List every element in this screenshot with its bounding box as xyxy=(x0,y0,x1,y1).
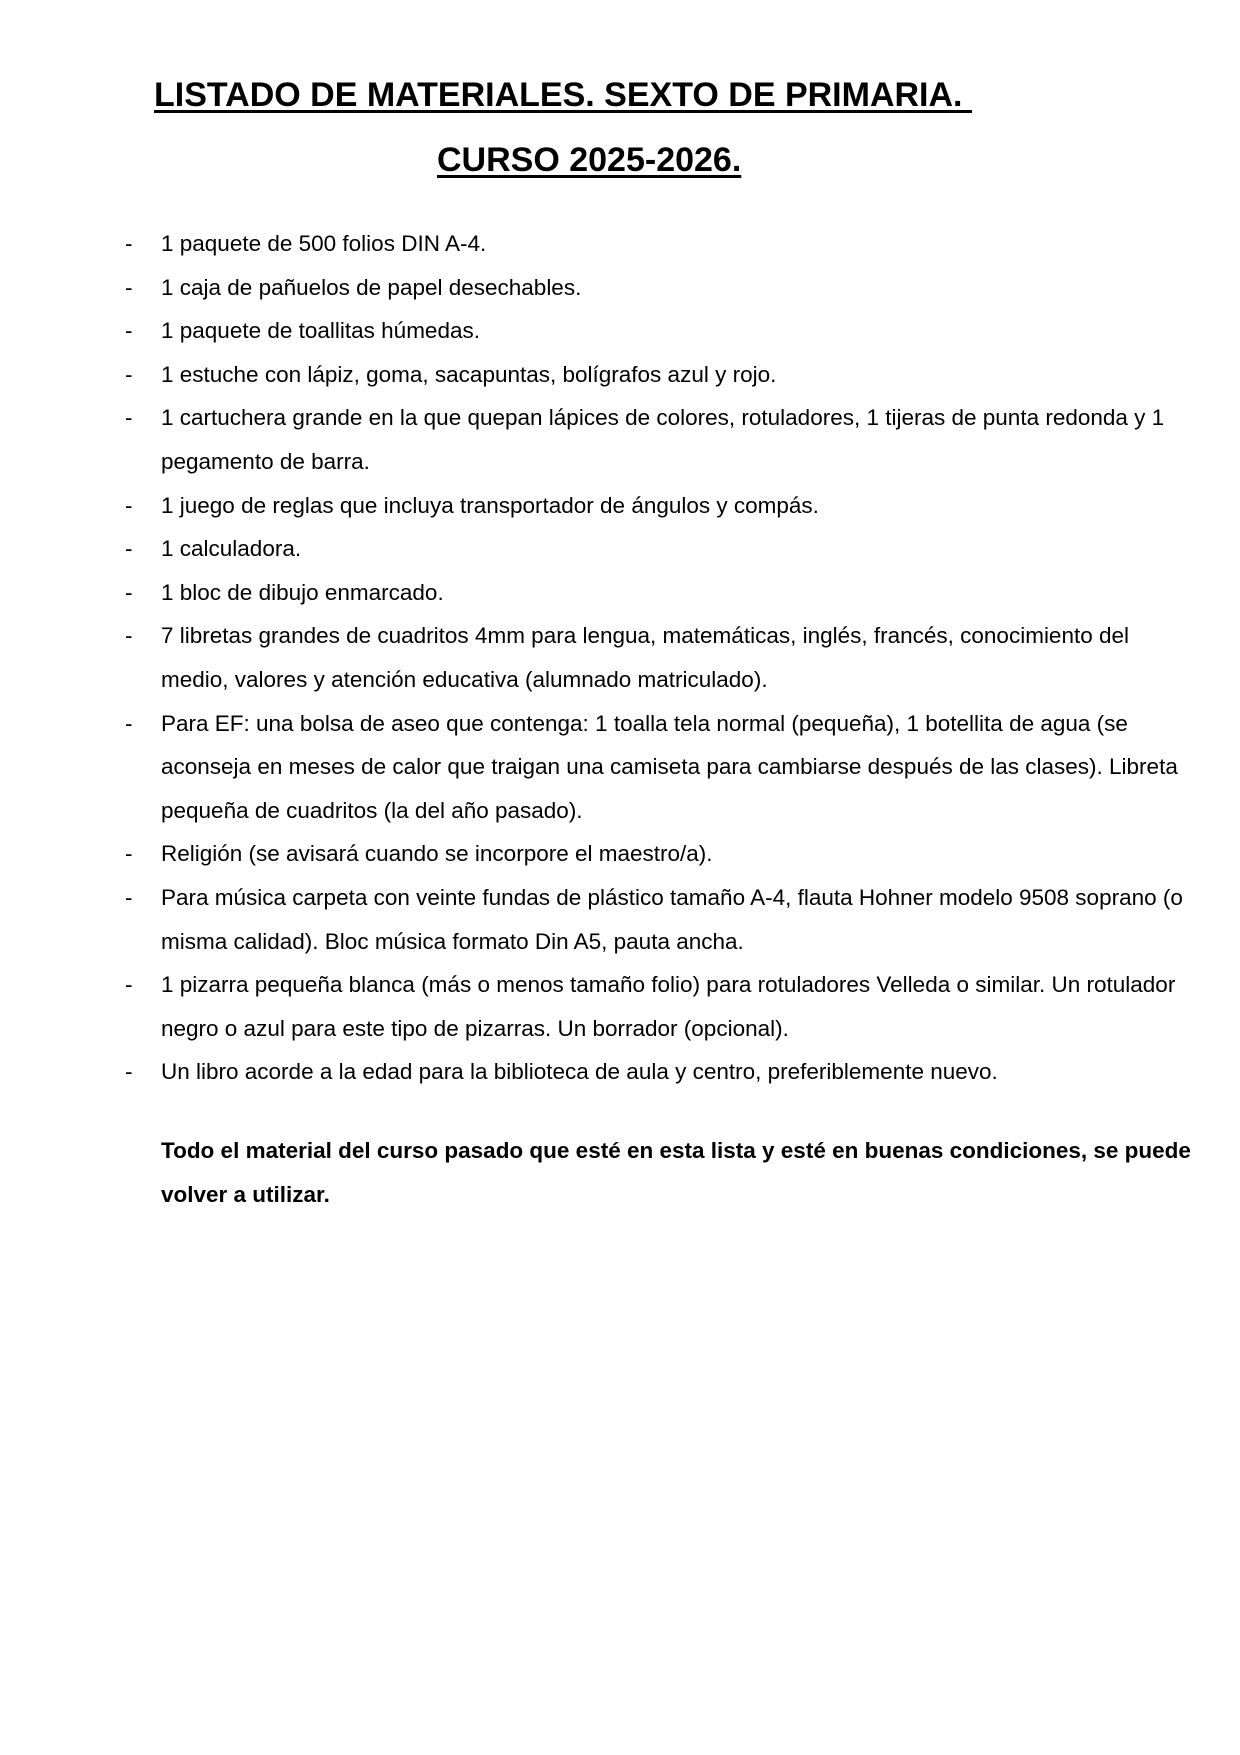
list-item-text: Para EF: una bolsa de aseo que contenga: 1 toalla tela normal (pequeña), 1 botellita de agua (se aconseja en meses de calor que traigan una camiseta para cambiarse después de las clases). Libreta pequeña de cuadritos (la del año pasado). xyxy=(161,710,1178,823)
list-bullet: - xyxy=(125,579,133,605)
list-item-text: 1 bloc de dibujo enmarcado. xyxy=(161,579,444,605)
list-item-text: Religión (se avisará cuando se incorpore el maestro/a). xyxy=(161,841,713,867)
list-item-text: 7 libretas grandes de cuadritos 4mm para lengua, matemáticas, inglés, francés, conocimiento del medio, valores y atención educativa (alumnado matriculado). xyxy=(161,623,1130,692)
list-bullet: - xyxy=(125,231,133,256)
list-item-text: Para música carpeta con veinte fundas de plástico tamaño A-4, flauta Hohner modelo 9508 soprano (o misma calidad). Bloc música formato Din A5, pauta ancha. xyxy=(161,884,1183,954)
list-item xyxy=(0,832,1240,876)
list-item xyxy=(0,1050,1240,1094)
list-bullet: - xyxy=(125,841,133,867)
list-item xyxy=(0,484,1240,528)
list-bullet: - xyxy=(125,274,133,300)
list-item-text: 1 cartuchera grande en la que quepan lápices de colores, rotuladores, 1 tijeras de punta redonda y 1 pegamento de barra. xyxy=(161,405,1165,474)
closing-note: Todo el material del curso pasado que esté en esta lista y esté en buenas condiciones, se puede volver a utilizar. xyxy=(161,1138,1191,1207)
list-bullet: - xyxy=(125,492,133,518)
list-bullet: - xyxy=(125,405,133,431)
list-item-text: 1 paquete de 500 folios DIN A-4. xyxy=(161,231,487,256)
list-bullet: - xyxy=(125,884,133,910)
list-item xyxy=(0,614,1240,701)
materials-list xyxy=(0,222,1240,1094)
list-item xyxy=(0,396,1240,483)
document-subtitle: CURSO 2025-2026. xyxy=(437,141,742,179)
list-item-text: 1 calculadora. xyxy=(161,536,302,562)
list-item-text: 1 paquete de toallitas húmedas. xyxy=(161,318,480,344)
list-bullet: - xyxy=(125,318,133,344)
list-item xyxy=(0,353,1240,397)
list-item-text: 1 pizarra pequeña blanca (más o menos tamaño folio) para rotuladores Velleda o similar. Un rotulador negro o azul para este tipo de pizarras. Un borrador (opcional). xyxy=(161,972,1176,1041)
list-item xyxy=(0,266,1240,310)
list-bullet: - xyxy=(125,710,133,736)
list-item-text: 1 caja de pañuelos de papel desechables. xyxy=(161,274,582,300)
document-title: LISTADO DE MATERIALES. SEXTO DE PRIMARIA. xyxy=(154,76,972,114)
list-item-text: 1 estuche con lápiz, goma, sacapuntas, bolígrafos azul y rojo. xyxy=(161,361,777,387)
list-bullet: - xyxy=(125,536,133,562)
list-item xyxy=(0,876,1240,963)
list-item xyxy=(0,527,1240,571)
list-bullet: - xyxy=(125,623,133,649)
list-bullet: - xyxy=(125,972,133,998)
list-item xyxy=(0,963,1240,1050)
list-item-text: 1 juego de reglas que incluya transportador de ángulos y compás. xyxy=(161,492,819,518)
list-bullet: - xyxy=(125,1059,133,1085)
list-item-text: Un libro acorde a la edad para la biblioteca de aula y centro, preferiblemente nuevo. xyxy=(161,1059,998,1085)
list-item xyxy=(0,309,1240,353)
list-item xyxy=(0,571,1240,615)
list-item xyxy=(0,702,1240,833)
list-bullet: - xyxy=(125,361,133,387)
list-item xyxy=(0,222,1240,266)
